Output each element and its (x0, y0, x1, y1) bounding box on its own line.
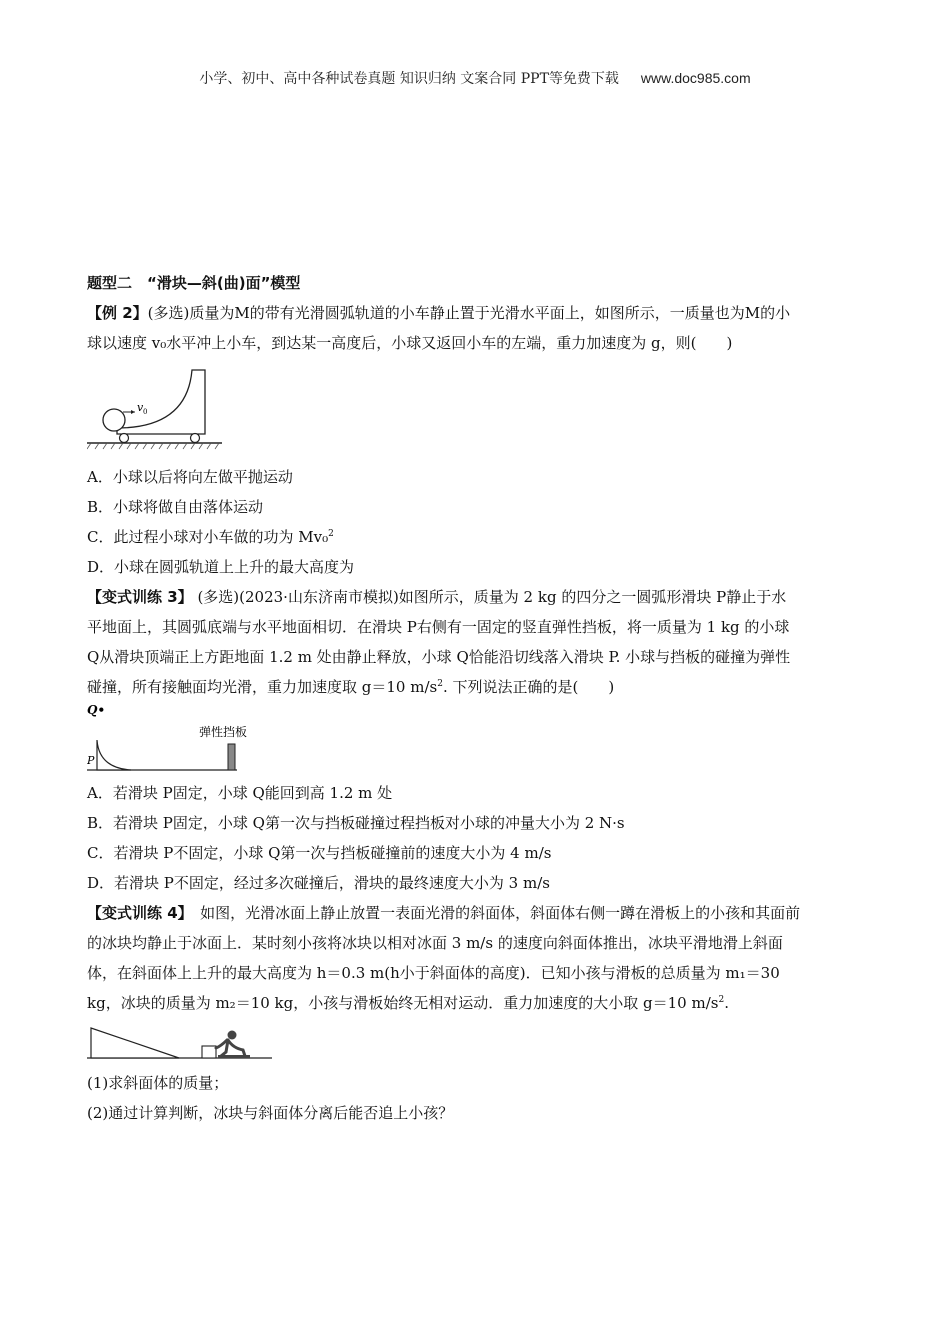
document-body (87, 268, 873, 1128)
example2-stem-line2: 球以速度 v₀水平冲上小车，到达某一高度后，小球又返回小车的左端，重力加速度为 g，则( ) (87, 334, 733, 352)
skateboard (218, 1055, 250, 1058)
variant3-option-a[interactable]: A．若滑块 P固定，小球 Q能回到高 1.2 m 处 (87, 784, 393, 802)
example2-option-b[interactable]: B．小球将做自由落体运动 (87, 498, 264, 516)
velocity-arrowhead (131, 410, 135, 414)
cart-wheel-left (120, 434, 129, 443)
ball (103, 409, 125, 431)
incline-child-diagram (87, 1022, 277, 1064)
header-site-link[interactable]: www.doc985.com (640, 70, 751, 86)
variant3-label: 【变式训练 3】 (87, 588, 193, 606)
q-ball-label: Q• (87, 703, 106, 717)
ground-hatch (87, 443, 219, 449)
variant4-question-2: (2)通过计算判断，冰块与斜面体分离后能否追上小孩？ (87, 1104, 454, 1122)
p-slider-label: P (87, 754, 95, 767)
variant4-line2: 的冰块均静止于冰面上．某时刻小孩将冰块以相对冰面 3 m/s 的速度向斜面体推出，冰块平滑地滑上斜面 (87, 934, 783, 952)
cart-body (117, 370, 205, 434)
cart-wheel-right (191, 434, 200, 443)
header-text: 小学、初中、高中各种试卷真题 知识归纳 文案合同 PPT等免费下载 (199, 71, 619, 87)
section-title: 题型二 “滑块—斜(曲)面”模型 (87, 274, 301, 292)
variant3-option-b[interactable]: B．若滑块 P固定，小球 Q第一次与挡板碰撞过程挡板对小球的冲量大小为 2 N·s (87, 814, 625, 832)
incline-body (91, 1028, 179, 1058)
variant3-option-c[interactable]: C．若滑块 P不固定，小球 Q第一次与挡板碰撞前的速度大小为 4 m/s (87, 844, 552, 862)
variant3-line4: 碰撞，所有接触面均光滑，重力加速度取 g＝10 $m/s^2$. 下列说法正确的是( ) (87, 678, 615, 696)
child-body (216, 1040, 245, 1056)
example2-label: 【例 2】 (87, 304, 148, 322)
slider-baffle-diagram (87, 702, 267, 778)
ice-block (202, 1046, 216, 1058)
elastic-baffle (228, 744, 235, 770)
example2-option-d[interactable]: D．小球在圆弧轨道上上升的最大高度为 (87, 558, 355, 576)
example2-option-a[interactable]: A．小球以后将向左做平抛运动 (87, 468, 293, 486)
variant4-line4: kg，冰块的质量为 m₂＝10 kg，小孩与滑板始终无相对运动．重力加速度的大小取 g＝10 $m/s^2$. (87, 994, 729, 1012)
variant4-figure (87, 1018, 873, 1068)
variant4-label: 【变式训练 4】 (87, 904, 186, 922)
velocity-subscript: 0 (143, 408, 148, 416)
page-header (0, 68, 950, 88)
example2-option-c[interactable]: C．此过程小球对小车做的功为 Mv₀$^2$ (87, 528, 334, 546)
variant4-line1: 【变式训练 4】 如图，光滑冰面上静止放置一表面光滑的斜面体，斜面体右侧一蹲在滑板上的小孩和其面前 (87, 904, 801, 922)
variant4-line3: 体，在斜面体上上升的最大高度为 h＝0.3 m(h小于斜面体的高度)．已知小孩与滑板的总质量为 m₁＝30 (87, 964, 780, 982)
example2-stem-line1: 【例 2】(多选)质量为M的带有光滑圆弧轨道的小车静止置于光滑水平面上，如图所示，一质量也为M的小 (87, 304, 791, 322)
quarter-arc-slider (97, 740, 131, 770)
variant4-question-1: (1)求斜面体的质量； (87, 1074, 229, 1092)
example2-figure (87, 358, 873, 462)
variant3-figure (87, 702, 873, 778)
child-head (228, 1031, 237, 1040)
cart-track-diagram (87, 364, 237, 454)
variant3-option-d[interactable]: D．若滑块 P不固定，经过多次碰撞后，滑块的最终速度大小为 3 m/s (87, 874, 550, 892)
velocity-label: v (137, 401, 144, 414)
variant3-line1: 【变式训练 3】 (多选)(2023·山东济南市模拟)如图所示，质量为 2 kg 的四分之一圆弧形滑块 P静止于水 (87, 588, 787, 606)
baffle-label: 弹性挡板 (199, 725, 248, 739)
variant3-line3: Q从滑块顶端正上方距地面 1.2 m 处由静止释放，小球 Q恰能沿切线落入滑块 P. 小球与挡板的碰撞为弹性 (87, 648, 791, 666)
variant3-line2: 平地面上，其圆弧底端与水平地面相切．在滑块 P右侧有一固定的竖直弹性挡板，将一质量为 1 kg 的小球 (87, 618, 790, 636)
